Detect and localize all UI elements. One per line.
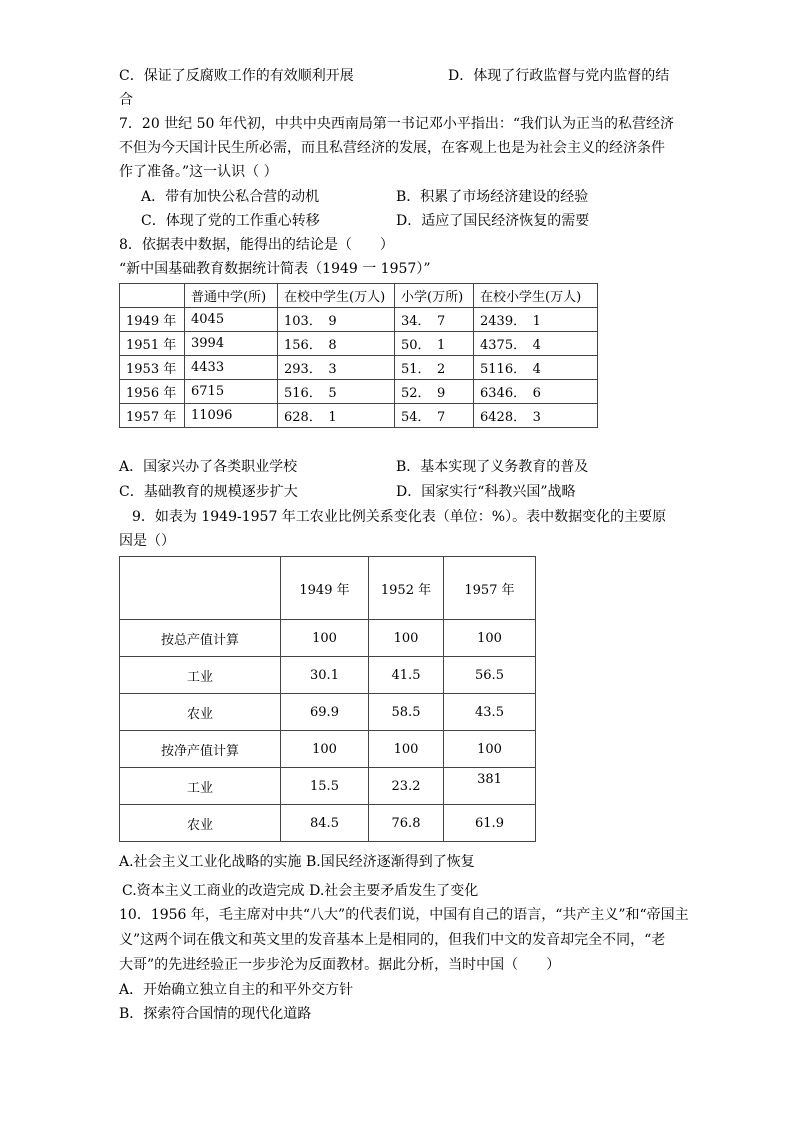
table-cell: 农业 [120,805,281,842]
table-row [120,694,536,731]
q7-stem-line-1: 7．20 世纪 50 年代初，中共中央西南局第一书记邓小平指出：“我们认为正当的私营经济 [119,116,675,132]
q7-option-a: A．带有加快公私合营的动机 [141,189,320,205]
table-cell: 4433 [185,356,278,380]
header-cell: 小学(万所) [395,284,474,308]
table-cell: 1949 年 [120,308,185,332]
table-cell: 76.8 [369,805,444,842]
q10-option-b: B．探索符合国情的现代化道路 [119,1006,312,1022]
table-cell: 30.1 [281,657,369,694]
table-cell: 43.5 [444,694,536,731]
table-cell: 84.5 [281,805,369,842]
q8-data-table [119,283,598,428]
table-cell: 100 [444,731,536,768]
table-row [120,731,536,768]
table-row [120,768,536,805]
header-cell: 1957 年 [444,557,536,620]
table-cell: 按净产值计算 [120,731,281,768]
table-cell: 11096 [185,404,278,428]
table-cell: 2439． 1 [474,308,598,332]
table-cell: 100 [281,620,369,657]
table-cell: 100 [369,620,444,657]
table-cell: 3994 [185,332,278,356]
table-cell: 51． 2 [395,356,474,380]
header-cell: 1949 年 [281,557,369,620]
table-cell: 516． 5 [278,380,395,404]
table-cell: 1953 年 [120,356,185,380]
table-row [120,332,598,356]
table-cell: 50． 1 [395,332,474,356]
q7-stem-line-3: 作了准备。”这一认识（ ） [119,164,278,180]
q7-option-d: D．适应了国民经济恢复的需要 [396,213,590,229]
table-cell: 6428． 3 [474,404,598,428]
table-cell: 100 [444,620,536,657]
q6-option-c: C．保证了反腐败工作的有效顺利开展 [119,68,354,84]
table-cell: 628． 1 [278,404,395,428]
table-cell: 58.5 [369,694,444,731]
q9-stem-line-2: 因是（） [119,533,175,549]
table-cell: 69.9 [281,694,369,731]
table-cell: 23.2 [369,768,444,805]
table-cell: 按总产值计算 [120,620,281,657]
q9-data-table [119,556,536,842]
q7-stem-line-2: 不但为今天国计民生所必需，而且私营经济的发展，在客观上也是为社会主义的经济条件 [119,140,665,156]
table-row [120,805,536,842]
table-cell: 5116． 4 [474,356,598,380]
header-cell [120,284,185,308]
table-cell: 56.5 [444,657,536,694]
q10-stem-line-3: 大哥”的先进经验正一步步沦为反面教材。据此分析，当时中国（ ） [119,957,561,973]
table-cell: 6346． 6 [474,380,598,404]
table-cell: 293． 3 [278,356,395,380]
q9-stem-line-1: 9．如表为 1949-1957 年工农业比例关系变化表（单位：%）。表中数据变化的主要原 [132,509,667,525]
table-cell: 103． 9 [278,308,395,332]
q9-options-ab: A.社会主义工业化战略的实施 B.国民经济逐渐得到了恢复 [119,854,475,870]
table-cell: 1956 年 [120,380,185,404]
table-cell: 54． 7 [395,404,474,428]
q7-option-b: B．积累了市场经济建设的经验 [396,189,589,205]
table-cell: 4045 [185,308,278,332]
q7-option-c: C．体现了党的工作重心转移 [141,213,320,229]
q8-option-d: D．国家实行“科教兴国”战略 [396,484,576,500]
table-cell: 381 [444,768,536,805]
table-row [120,620,536,657]
header-cell: 普通中学(所) [185,284,278,308]
header-cell [120,557,281,620]
header-cell: 在校小学生(万人) [474,284,598,308]
table-row [120,657,536,694]
q8-option-c: C．基础教育的规模逐步扩大 [119,484,298,500]
q8-option-b: B．基本实现了义务教育的普及 [396,459,589,475]
table-row [120,404,598,428]
q8-stem: 8．依据表中数据，能得出的结论是（ ） [119,237,394,253]
table-header-row [120,557,536,620]
table-header-row [120,284,598,308]
table-cell: 41.5 [369,657,444,694]
table-cell: 15.5 [281,768,369,805]
q8-table-title: “新中国基础教育数据统计简表（1949 一 1957）” [119,261,431,277]
table-cell: 100 [281,731,369,768]
table-row [120,356,598,380]
q10-stem-line-1: 10．1956 年，毛主席对中共“八大”的代表们说，中国有自己的语言，“共产主义”和“帝国主 [119,907,689,923]
table-cell: 1951 年 [120,332,185,356]
q6-option-d-continued: 合 [119,92,133,108]
table-row [120,380,598,404]
table-cell: 工业 [120,657,281,694]
header-cell: 在校中学生(万人) [278,284,395,308]
table-cell: 52． 9 [395,380,474,404]
table-row [120,308,598,332]
table-cell: 100 [369,731,444,768]
table-cell: 156． 8 [278,332,395,356]
table-cell: 工业 [120,768,281,805]
table-cell: 4375． 4 [474,332,598,356]
table-cell: 1957 年 [120,404,185,428]
q10-option-a: A．开始确立独立自主的和平外交方针 [119,982,354,998]
header-cell: 1952 年 [369,557,444,620]
table-cell: 61.9 [444,805,536,842]
table-cell: 34． 7 [395,308,474,332]
q10-stem-line-2: 义”这两个词在俄文和英文里的发音基本上是相同的，但我们中文的发音却完全不同，“老 [119,932,666,948]
q9-options-cd: C.资本主义工商业的改造完成 D.社会主要矛盾发生了变化 [122,883,479,899]
q6-option-d: D．体现了行政监督与党内监督的结 [448,68,670,84]
q8-option-a: A．国家兴办了各类职业学校 [119,459,298,475]
table-cell: 6715 [185,380,278,404]
table-cell: 农业 [120,694,281,731]
